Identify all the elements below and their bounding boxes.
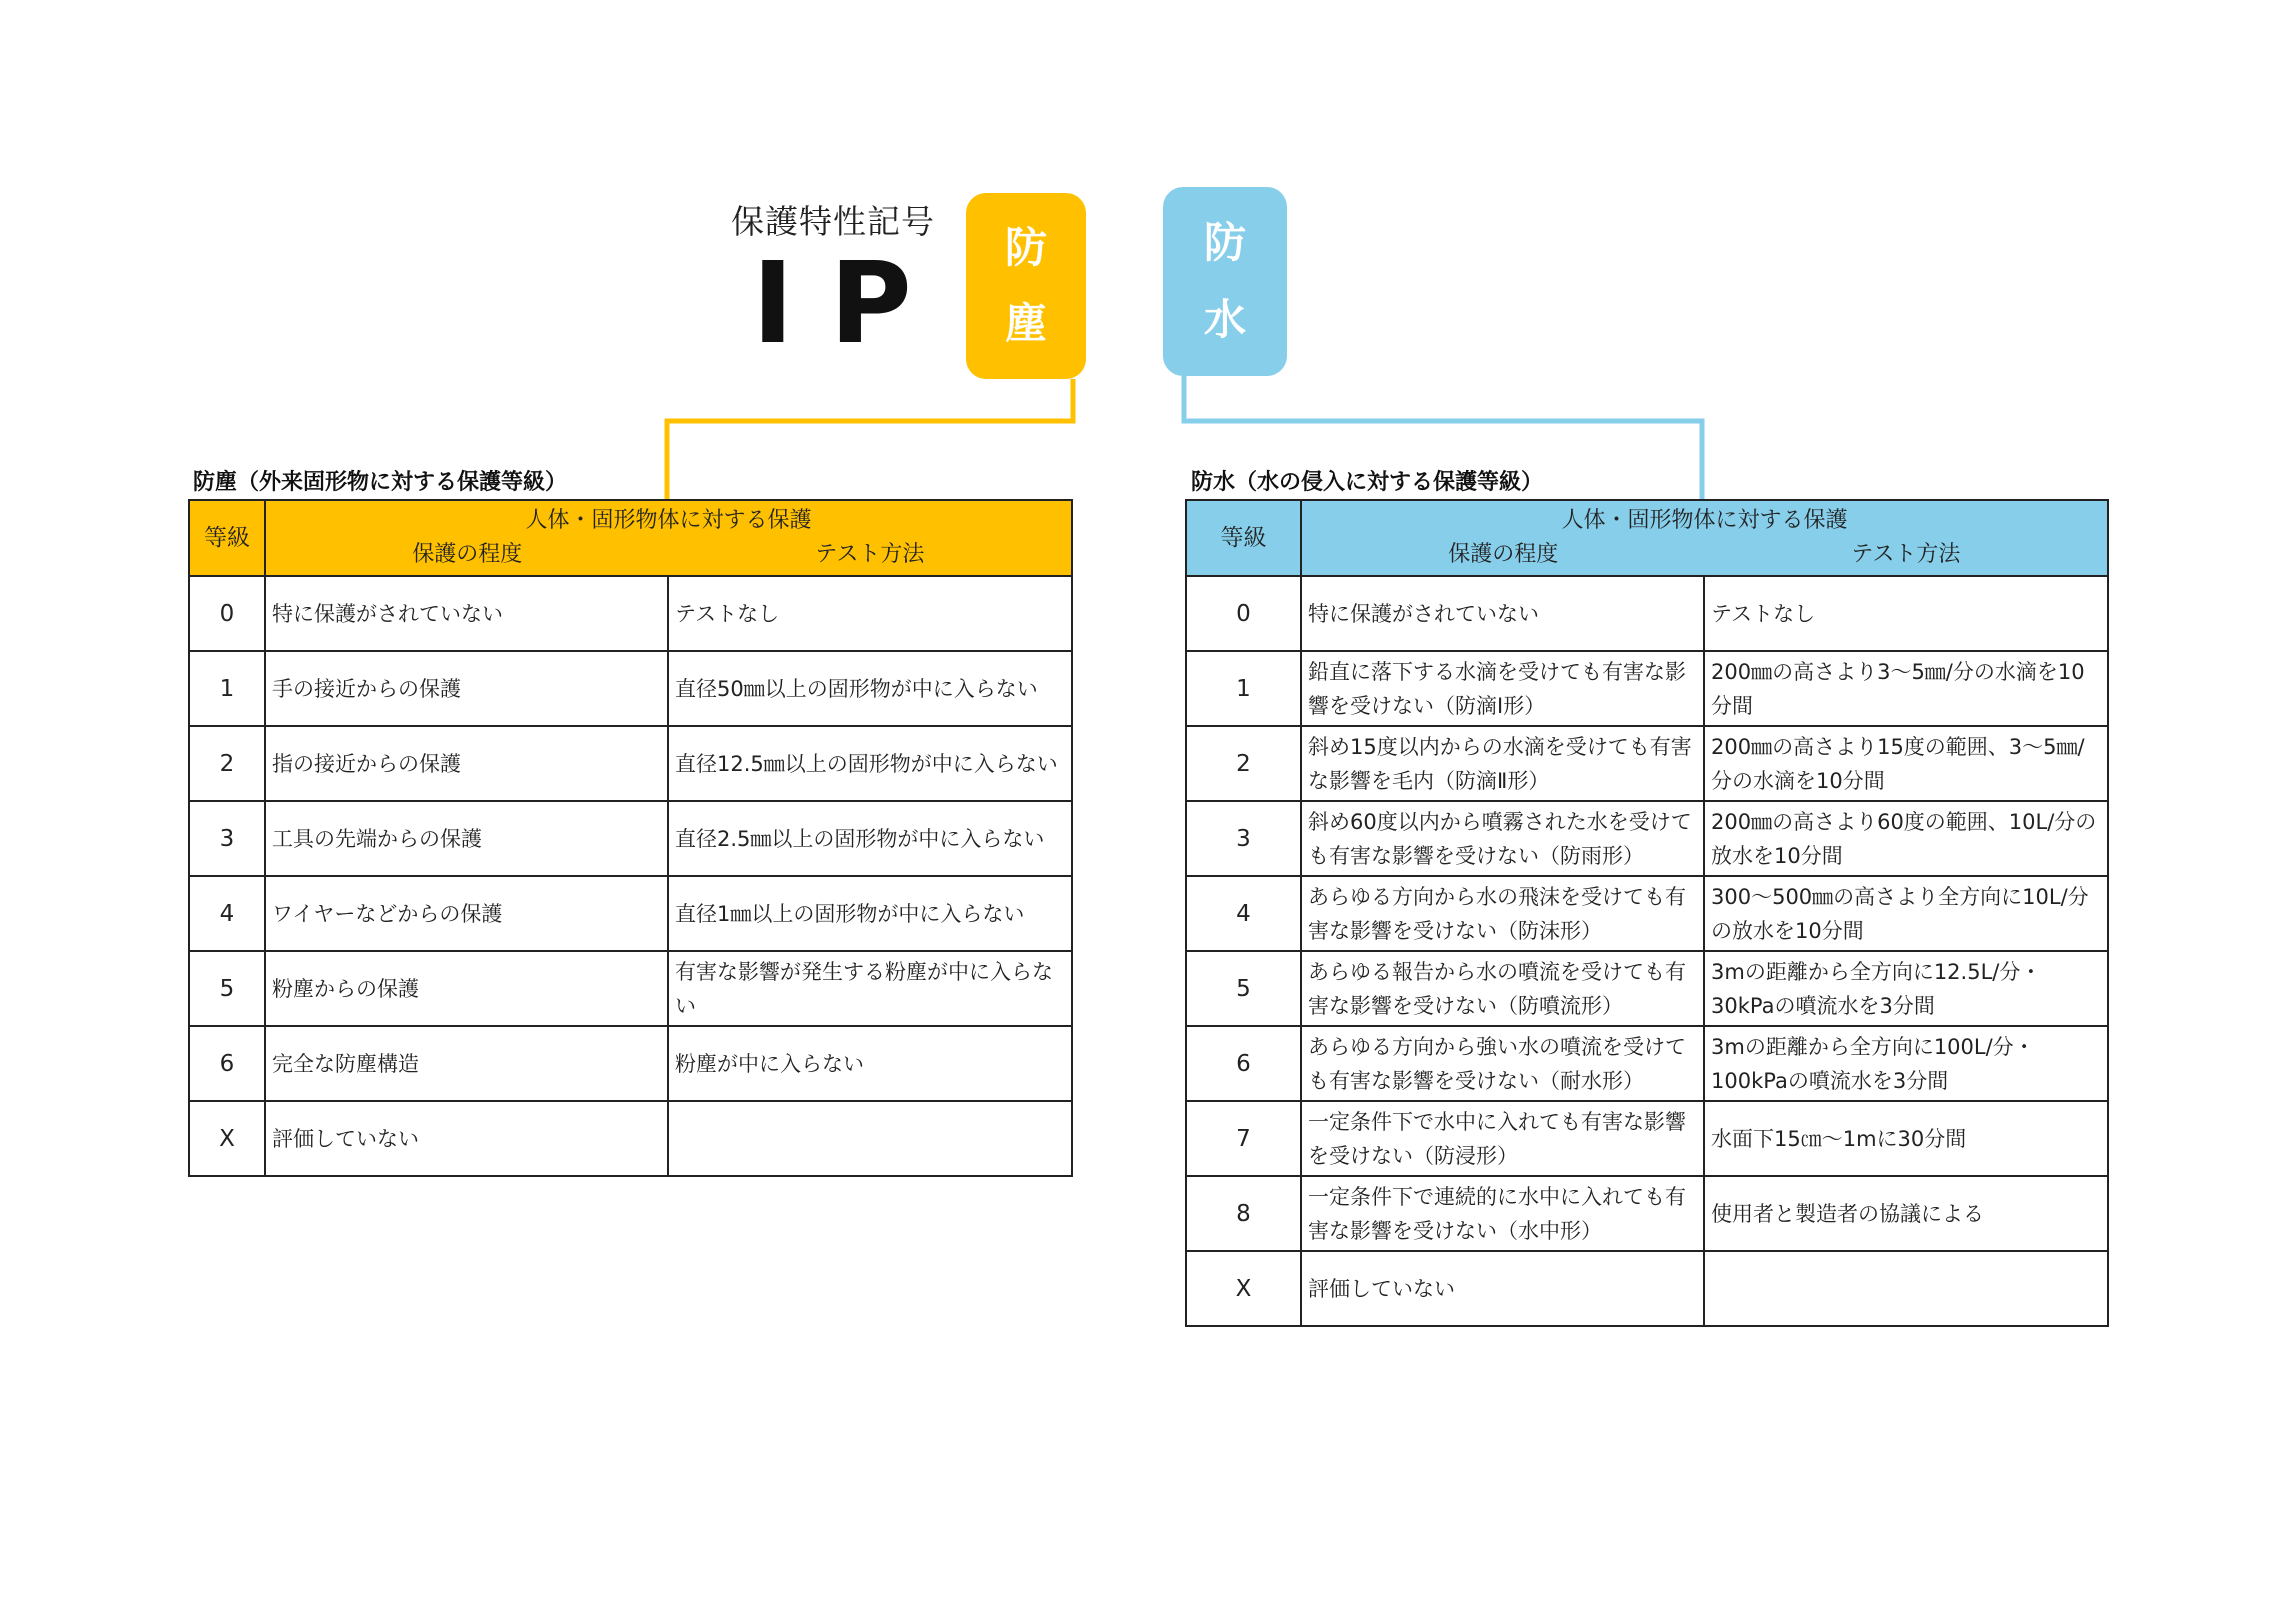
test-cell: 200㎜の高さより60度の範囲、10L/分の放水を10分間 (1704, 801, 2108, 876)
water-badge-char-2: 水 (1203, 295, 1246, 344)
water-header-row (1186, 500, 2108, 576)
table-row (189, 726, 1072, 801)
ip-code: IP (752, 239, 948, 369)
water-col-degree: 保護の程度 (1448, 542, 1559, 567)
dust-badge-char-2: 塵 (1004, 299, 1047, 348)
grade-cell: 4 (1186, 876, 1301, 951)
test-cell: 3mの距離から全方向に12.5L/分・30kPaの噴流水を3分間 (1704, 951, 2108, 1026)
dust-table (188, 499, 1073, 1177)
table-row (1186, 576, 2108, 651)
degree-cell: 手の接近からの保護 (265, 651, 668, 726)
dust-header-row (189, 500, 1072, 576)
table-row (189, 876, 1072, 951)
dust-badge-char-1: 防 (1004, 223, 1047, 272)
grade-cell: X (1186, 1251, 1301, 1326)
dust-col-group-label: 人体・固形物体に対する保護 (525, 508, 812, 533)
degree-cell: 一定条件下で水中に入れても有害な影響を受けない（防浸形） (1301, 1101, 1704, 1176)
dust-connector (667, 379, 1073, 501)
test-cell: 直径50㎜以上の固形物が中に入らない (668, 651, 1072, 726)
grade-cell: 3 (1186, 801, 1301, 876)
degree-cell: 特に保護がされていない (1301, 576, 1704, 651)
degree-cell: あらゆる方向から強い水の噴流を受けても有害な影響を受けない（耐水形） (1301, 1026, 1704, 1101)
grade-cell: 2 (1186, 726, 1301, 801)
table-row (1186, 1251, 2108, 1326)
degree-cell: 粉塵からの保護 (265, 951, 668, 1026)
test-cell: テストなし (668, 576, 1072, 651)
grade-cell: 0 (1186, 576, 1301, 651)
degree-cell: 指の接近からの保護 (265, 726, 668, 801)
table-row (1186, 801, 2108, 876)
water-col-grade: 等級 (1186, 500, 1301, 576)
test-cell: 300～500㎜の高さより全方向に10L/分の放水を10分間 (1704, 876, 2108, 951)
test-cell (1704, 1251, 2108, 1326)
degree-cell: 工具の先端からの保護 (265, 801, 668, 876)
water-table-title: 防水（水の侵入に対する保護等級） (1191, 470, 1544, 495)
degree-cell: あらゆる方向から水の飛沫を受けても有害な影響を受けない（防沫形） (1301, 876, 1704, 951)
test-cell: 使用者と製造者の協議による (1704, 1176, 2108, 1251)
table-row (189, 801, 1072, 876)
degree-cell: 斜め15度以内からの水滴を受けても有害な影響を毛内（防滴Ⅱ形） (1301, 726, 1704, 801)
grade-cell: 4 (189, 876, 265, 951)
ip-subtitle: 保護特性記号 (731, 202, 935, 241)
water-col-group (1301, 500, 2108, 576)
test-cell: 3mの距離から全方向に100L/分・100kPaの噴流水を3分間 (1704, 1026, 2108, 1101)
test-cell: 200㎜の高さより15度の範囲、3～5㎜/分の水滴を10分間 (1704, 726, 2108, 801)
degree-cell: 鉛直に落下する水滴を受けても有害な影響を受けない（防滴Ⅰ形） (1301, 651, 1704, 726)
test-cell: 水面下15㎝～1mに30分間 (1704, 1101, 2108, 1176)
water-col-test: テスト方法 (1851, 542, 1961, 567)
table-row (1186, 1176, 2108, 1251)
table-row (1186, 651, 2108, 726)
dust-col-group (265, 500, 1072, 576)
table-row (1186, 1101, 2108, 1176)
water-table (1185, 499, 2109, 1327)
grade-cell: 3 (189, 801, 265, 876)
degree-cell: あらゆる報告から水の噴流を受けても有害な影響を受けない（防噴流形） (1301, 951, 1704, 1026)
degree-cell: 斜め60度以内から噴霧された水を受けても有害な影響を受けない（防雨形） (1301, 801, 1704, 876)
water-col-group-label: 人体・固形物体に対する保護 (1561, 508, 1848, 533)
table-row (1186, 876, 2108, 951)
dust-col-grade: 等級 (189, 500, 265, 576)
test-cell: 粉塵が中に入らない (668, 1026, 1072, 1101)
degree-cell: ワイヤーなどからの保護 (265, 876, 668, 951)
grade-cell: 5 (189, 951, 265, 1026)
test-cell: 直径1㎜以上の固形物が中に入らない (668, 876, 1072, 951)
grade-cell: 1 (1186, 651, 1301, 726)
table-row (1186, 726, 2108, 801)
table-row (189, 1101, 1072, 1176)
degree-cell: 一定条件下で連続的に水中に入れても有害な影響を受けない（水中形） (1301, 1176, 1704, 1251)
grade-cell: X (189, 1101, 265, 1176)
table-row (1186, 951, 2108, 1026)
degree-cell: 完全な防塵構造 (265, 1026, 668, 1101)
table-row (189, 951, 1072, 1026)
degree-cell: 評価していない (1301, 1251, 1704, 1326)
dust-table-title: 防塵（外来固形物に対する保護等級） (193, 470, 568, 495)
grade-cell: 8 (1186, 1176, 1301, 1251)
test-cell: 有害な影響が発生する粉塵が中に入らない (668, 951, 1072, 1026)
table-row (189, 576, 1072, 651)
table-row (1186, 1026, 2108, 1101)
grade-cell: 7 (1186, 1101, 1301, 1176)
grade-cell: 5 (1186, 951, 1301, 1026)
test-cell: 直径2.5㎜以上の固形物が中に入らない (668, 801, 1072, 876)
grade-cell: 6 (1186, 1026, 1301, 1101)
table-row (189, 651, 1072, 726)
dust-col-degree: 保護の程度 (412, 542, 523, 567)
grade-cell: 2 (189, 726, 265, 801)
test-cell: 200㎜の高さより3～5㎜/分の水滴を10分間 (1704, 651, 2108, 726)
table-row (189, 1026, 1072, 1101)
test-cell: 直径12.5㎜以上の固形物が中に入らない (668, 726, 1072, 801)
dust-col-test: テスト方法 (815, 542, 925, 567)
grade-cell: 1 (189, 651, 265, 726)
test-cell: テストなし (1704, 576, 2108, 651)
degree-cell: 特に保護がされていない (265, 576, 668, 651)
grade-cell: 6 (189, 1026, 265, 1101)
water-badge-char-1: 防 (1203, 218, 1246, 267)
grade-cell: 0 (189, 576, 265, 651)
test-cell (668, 1101, 1072, 1176)
degree-cell: 評価していない (265, 1101, 668, 1176)
